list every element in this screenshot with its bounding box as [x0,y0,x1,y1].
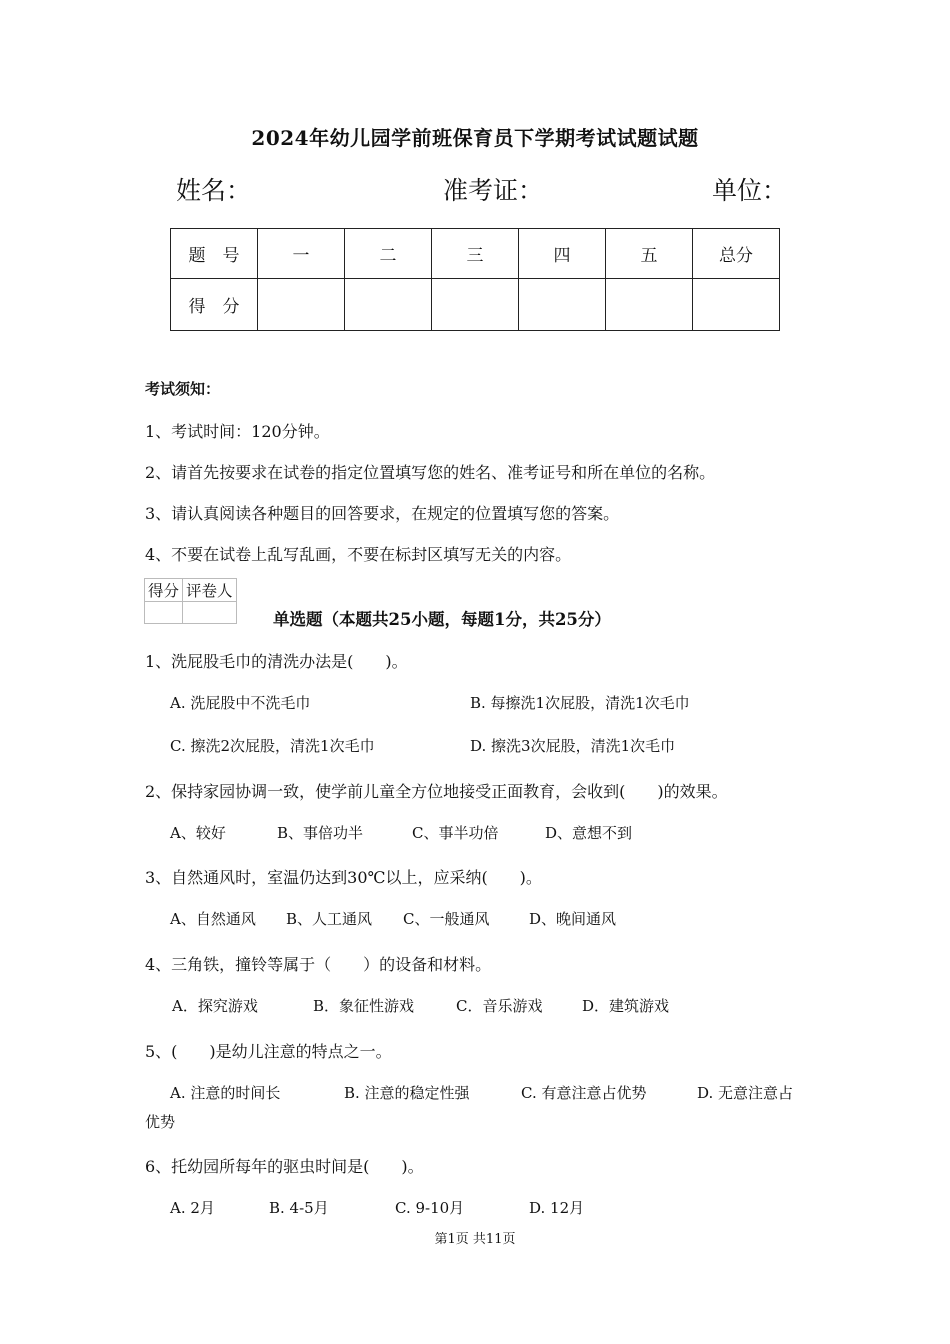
option-2a: A、较好 [170,824,226,842]
score-cell-4 [519,279,606,331]
notice-item: 1、考试时间：120分钟。 [145,422,330,441]
score-header-3: 三 [432,229,519,279]
section-title: 单选题（本题共25小题，每题1分，共25分） [273,610,611,629]
exam-id-field-label: 准考证： [443,176,544,205]
option-6d: D. 12月 [529,1199,585,1217]
score-table-score-row [171,279,780,331]
score-header-1: 一 [258,229,345,279]
option-1a: A. 洗屁股中不洗毛巾 [170,694,311,712]
score-header-label: 题 号 [171,229,258,279]
option-3a: A、自然通风 [170,910,256,928]
notice-title: 考试须知： [145,380,221,398]
option-5a: A. 注意的时间长 [170,1084,281,1102]
score-cell-total [693,279,780,331]
page-footer: 第1页 共11页 [434,1232,516,1247]
grader-name-label: 评卷人 [183,579,237,602]
name-field-label: 姓名： [176,176,252,205]
grader-score-label: 得分 [145,579,183,602]
option-1c: C. 擦洗2次屁股，清洗1次毛巾 [170,737,375,755]
score-row-label: 得 分 [171,279,258,331]
score-header-5: 五 [606,229,693,279]
grader-name-cell [183,602,237,624]
question-6: 6、托幼园所每年的驱虫时间是( )。 [145,1157,424,1176]
option-2c: C、事半功倍 [412,824,499,842]
score-cell-2 [345,279,432,331]
option-4a: A．探究游戏 [172,997,258,1015]
option-2b: B、事倍功半 [277,824,364,842]
question-1: 1、洗屁股毛巾的清洗办法是( )。 [145,652,408,671]
score-header-4: 四 [519,229,606,279]
score-header-total: 总分 [693,229,780,279]
question-2: 2、保持家园协调一致，使学前儿童全方位地接受正面教育，会收到( )的效果。 [145,782,728,801]
option-3b: B、人工通风 [286,910,373,928]
score-table [170,228,780,331]
option-5d-continuation: 优势 [145,1113,176,1131]
score-header-2: 二 [345,229,432,279]
notice-item: 2、请首先按要求在试卷的指定位置填写您的姓名、准考证号和所在单位的名称。 [145,463,716,482]
option-5c: C. 有意注意占优势 [521,1084,647,1102]
question-5: 5、( )是幼儿注意的特点之一。 [145,1042,392,1061]
notice-item: 3、请认真阅读各种题目的回答要求，在规定的位置填写您的答案。 [145,504,620,523]
option-6b: B. 4-5月 [269,1199,329,1217]
question-3: 3、自然通风时，室温仍达到30℃以上，应采纳( )。 [145,868,542,887]
option-4b: B．象征性游戏 [313,997,415,1015]
score-table-header-row [171,229,780,279]
option-1b: B. 每擦洗1次屁股，清洗1次毛巾 [470,694,690,712]
option-1d: D. 擦洗3次屁股，清洗1次毛巾 [470,737,676,755]
option-5b: B. 注意的稳定性强 [344,1084,470,1102]
option-3c: C、一般通风 [403,910,490,928]
score-cell-5 [606,279,693,331]
page-title: 2024年幼儿园学前班保育员下学期考试试题试题 [251,126,699,150]
question-4: 4、三角铁，撞铃等属于（ ）的设备和材料。 [145,955,492,974]
score-cell-1 [258,279,345,331]
option-3d: D、晚间通风 [529,910,617,928]
unit-field-label: 单位： [712,176,788,205]
grader-table [144,578,237,624]
option-4c: C．音乐游戏 [456,997,543,1015]
option-5d: D. 无意注意占 [697,1084,794,1102]
option-2d: D、意想不到 [545,824,633,842]
grader-score-cell [145,602,183,624]
option-6a: A. 2月 [170,1199,215,1217]
option-6c: C. 9-10月 [395,1199,465,1217]
notice-item: 4、不要在试卷上乱写乱画，不要在标封区填写无关的内容。 [145,545,572,564]
option-4d: D．建筑游戏 [582,997,670,1015]
score-cell-3 [432,279,519,331]
